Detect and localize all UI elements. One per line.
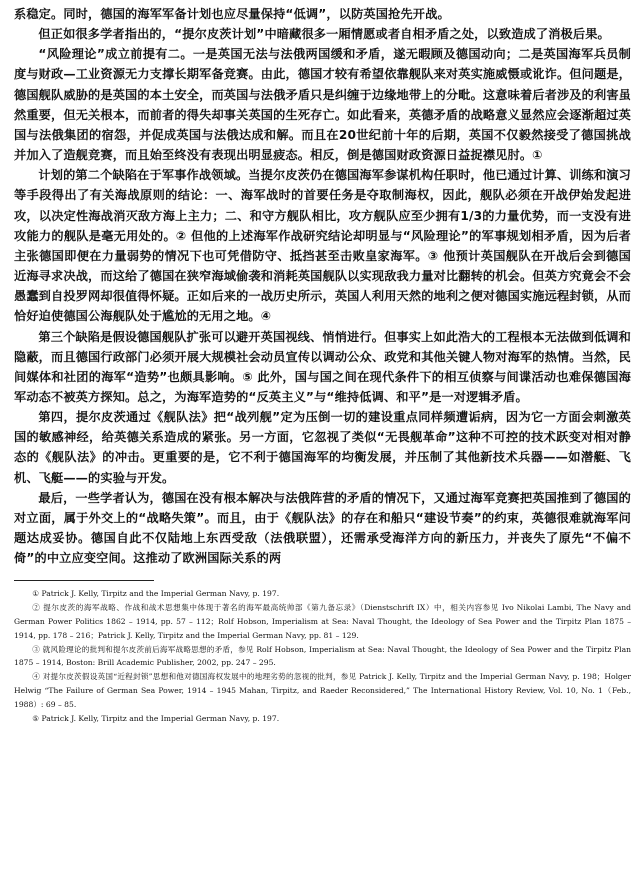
- paragraph-6: 第四，提尔皮茨通过《舰队法》把“战列舰”定为压倒一切的建设重点同样频遭诟病，因为它一方面会刺激英国的敏感神经，给英德关系造成的紧张。另一方面，它忽视了类似“无畏舰革命”这种不可控的技术跃变对相对静态的《舰队法》的冲击。更重要的是，它不利于德国海军的均衡发展，并压制了其他新技术兵器——如潜艇、飞机、飞艇——的实验与开发。: [14, 410, 631, 485]
- footnote-4: ④ 对提尔皮茨假设英国“近程封锁”思想和他对德国海权发展中的地理劣势的忽视的批判，参见 Patrick J. Kelly, Tirpitz and the Imperial German Navy, p. 198；Holger Helwig “The Failure of German Sea Power, 1914 – 1945 Mahan, Tirpitz, and Raeder Reconsidered,” The International History Review, Vol. 10, No. 1（Feb., 1988）: 69 – 85.: [14, 672, 631, 709]
- footnote-3: ③ 就风险理论的批判和提尔皮茨前后海军战略思想的矛盾，参见 Rolf Hobson, Imperialism at Sea: Naval Thought, the Ideology of Sea Power and the Tirpitz Plan 1875 – 1914, Boston: Brill Academic Publisher, 2002, pp. 247 – 295.: [14, 644, 631, 668]
- footnote-1: ① Patrick J. Kelly, Tirpitz and the Imperial German Navy, p. 197.: [32, 589, 280, 599]
- paragraph-7: 最后，一些学者认为，德国在没有根本解决与法俄阵营的矛盾的情况下，又通过海军竞赛把英国推到了德国的对立面，属于外交上的“战略失策”。而且，由于《舰队法》的存在和船只“建设节奏”的约束，英德很难就海军问题达成妥协。德国自此不仅陆地上东西受敌（法俄联盟），还需承受海洋方向的新压力，并丧失了原先“不偏不倚”的中立应变空间。这推动了欧洲国际关系的两: [14, 490, 631, 566]
- footnote-5: ⑤ Patrick J. Kelly, Tirpitz and the Imperial German Navy, p. 197.: [32, 713, 280, 723]
- paragraph-2: 但正如很多学者指出的，“提尔皮茨计划”中暗藏很多一厢情愿或者自相矛盾之处，以致造成了消极后果。: [38, 27, 610, 42]
- paragraph-4: 计划的第二个缺陷在于军事作战领域。当提尔皮茨仍在德国海军参谋机构任职时，他已通过计算、训练和演习等手段得出了有关海战原则的结论：一、海军战时的首要任务是夺取制海权，因此，舰队必须在开战伊始发起进攻，以决定性海战消灭敌方海上主力；二、和守方舰队相比，攻方舰队应至少拥有1/3的力量优势，而一支没有进攻能力的舰队是毫无用处的。② 但他的上述海军作战研究结论却明显与“风险理论”的军事规划相矛盾，因为后者主张德国即便在力量弱势的情况下也可凭借防守、抵挡甚至击败皇家海军。③ 他预计英国舰队在开战后会到德国近海寻求决战，而这给了德国在狭窄海域偷袭和消耗英国舰队以实现敌我力量对比翻转的机会。但英方究竟会不会愚蠢到自投罗网却很值得怀疑。正如后来的一战历史所示，英国人利用天然的地利之便对德国实施远程封锁，从而恰好迫使德国公海舰队处于尴尬的无用之地。④: [14, 168, 631, 324]
- footnote-divider: [14, 580, 154, 581]
- paragraph-1: 系稳定。同时，德国的海军军备计划也应尽量保持“低调”，以防英国抢先开战。: [14, 7, 450, 21]
- footnote-2: ② 提尔皮茨的海军战略、作战和战术思想集中体现于著名的海军最高统帅部《第九备忘录》（Dienstschrift IX）中，相关内容参见 Ivo Nikolai Lambi, The Navy and German Power Politics 1862 – 1914, pp. 57 – 112；Rolf Hobson, Imperialism at Sea: Naval Thought, the Ideology of Sea Power and the Tirpitz Plan 1875 – 1914, pp. 178 – 216；Patrick J. Kelly, Tirpitz and the Imperial German Navy, pp. 81 – 129.: [14, 603, 631, 640]
- page-body: [14, 4, 631, 725]
- paragraph-3: “风险理论”成立前提有二。一是英国无法与法俄两国缓和矛盾，遂无暇顾及德国动向；二是英国海军兵员制度与财政—工业资源无力支撑长期军备竞赛。由此，德国才较有希望依靠舰队来对英实施威慑或讹诈。但问题是，德国舰队威胁的是英国的本土安全，而英国与法俄矛盾只是纠缠于边缘地带上的分毗。这意味着后者涉及的利害虽然重要，但无关根本，而前者的得失却事关英国的生死存亡。如此看来，英德矛盾的战略意义显然应会逐渐超过英国与法俄集团的宿怨，并促成英国与法俄达成和解。而且在20世纪前十年的后期，英国不仅毅然接受了德国挑战并加入了造舰竞赛，而且始至终没有表现出明显疲态。相反，倒是德国财政资源日益捉襟见肘。①: [14, 47, 631, 163]
- paragraph-5: 第三个缺陷是假设德国舰队扩张可以避开英国视线、悄悄进行。但事实上如此浩大的工程根本无法做到低调和隐蔽，而且德国行政部门必须开展大规模社会动员宣传以调动公众、政党和其他关键人物对海军的热情。当然，民间媒体和社团的海军“造势”也颇具影响。⑤ 此外，国与国之间在现代条件下的相互侦察与间谍活动也难保德国海军动态不被英方探知。总之，为海军造势的“反英主义”与“维持低调、和平”是一对逻辑矛盾。: [14, 329, 631, 404]
